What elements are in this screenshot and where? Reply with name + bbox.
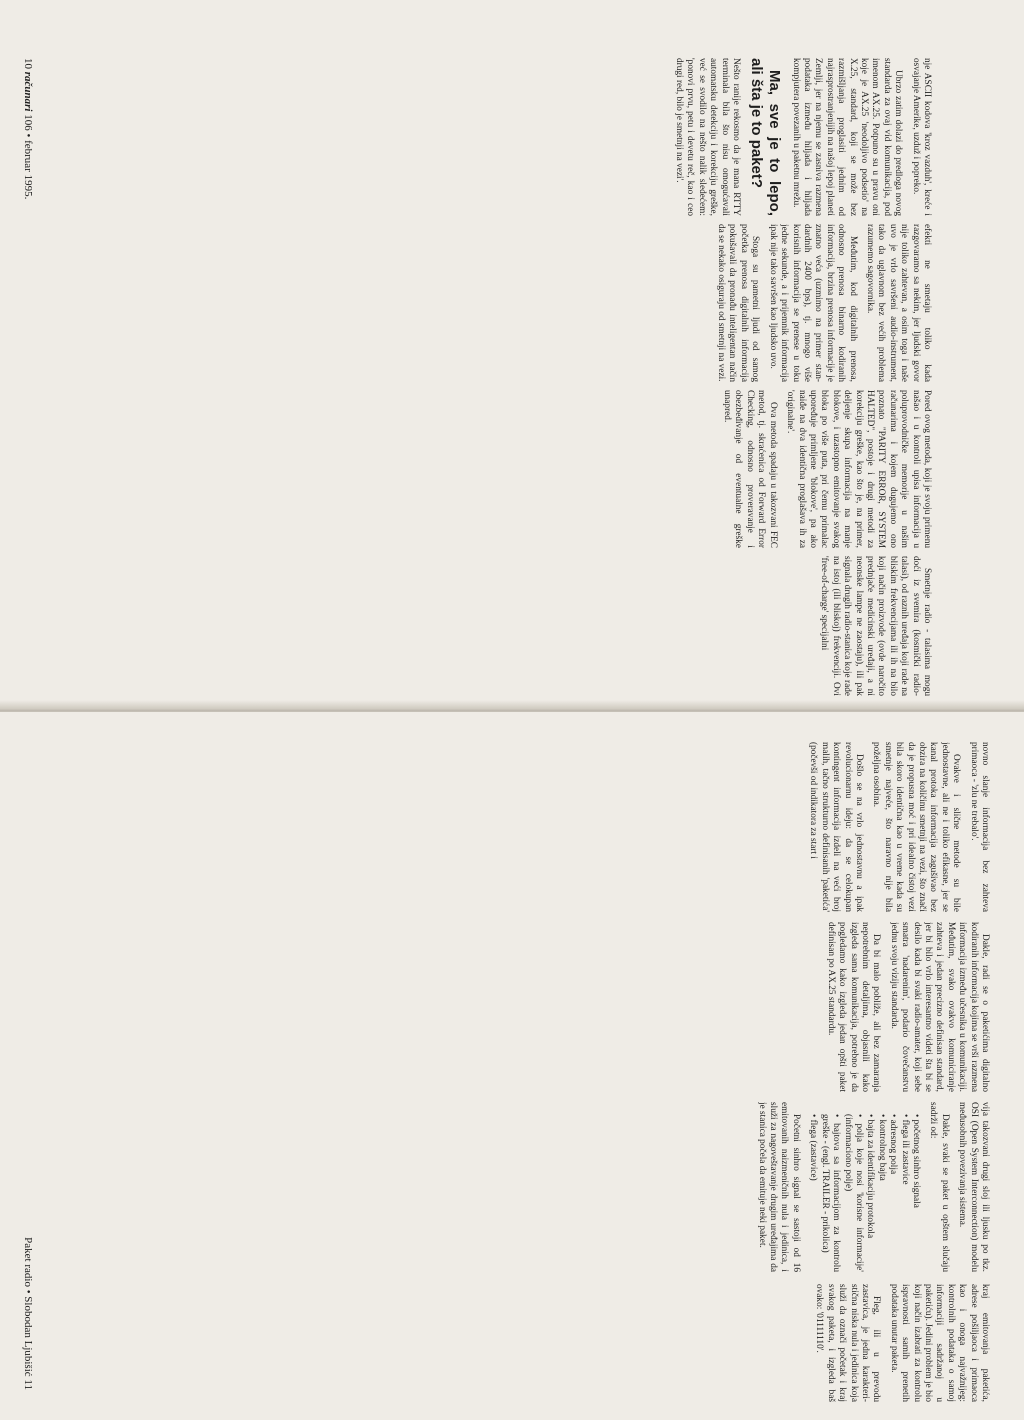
list-item: • flega ili zastavice <box>898 1114 909 1272</box>
magazine-name: računari <box>22 71 34 112</box>
paragraph: Ovakve i slične metode su bile jednostavne, ali ne i toliko efikasne, jer se kanal protoka informacija zagušivao bez obzira na količinu smetnji na vezi, što znači da je propusna moć i pri idealno čistoj vezi bila skoro identična kao u vreme kada su smetnje najveće, što naravno nije bila poželjna osobina. <box>871 742 962 912</box>
right-column-4 <box>50 1284 990 1402</box>
page-number: 10 <box>22 58 34 69</box>
paragraph: Dakle, radi se o paketićima digitalno kodiranih informacija kojima se vrši razmena informacija između učesnika u komunikaciji. Međutim, svako ovakvo komuniciranje zahteva i jedan precizno definisan standard, jer bi bilo vrlo interesantno videti šta bi se desilo kada bi svaki radio-amater, koji sebe smatra 'nadarenim', podario čovečanstvu jednu svoju viziju standarda. <box>888 922 990 1092</box>
left-column-3 <box>72 390 932 548</box>
right-column-1 <box>50 742 990 912</box>
paragraph: nje ASCII kodova 'kroz vazduh', kreće i osvajanje Amerike, uzduž i popreko. <box>910 58 932 216</box>
section-heading: Ma, sve je to lepo, ali šta je to paket? <box>748 58 784 216</box>
right-column-3 <box>50 1102 990 1272</box>
paragraph: Početni sinhro signal se sastoji od 16 emitovanih naizmeničnih nula i jedinica, i služi za nagoveštavanje drugim uređajima da je stanica počela da emituje neki paket. <box>756 1102 801 1272</box>
list-item: • adresnog polja <box>887 1114 898 1272</box>
left-folio <box>22 58 34 199</box>
list-item: • bajta za identifikaciju protokola <box>864 1114 875 1272</box>
left-column-1 <box>72 58 932 216</box>
paragraph: Dakle, svaki se paket u opštem slučaju sadrži od: <box>928 1102 950 1272</box>
left-page <box>0 0 1024 708</box>
paragraph: Da bi malo pobliže, ali bez zamaranja nepotrebnim detaljima, objasnili kako izgleda sama komunikacija, potrebno je da pogledamo kako izgleda jedan opšti paket definisan po AX.25 standardu. <box>825 922 882 1092</box>
paragraph: Fleg, ili u prevodu zastavica, je jedna karakteristična niska nula i jedinica koja služi da označi početak i kraj svakog paketa, i izgleda baš ovako: '01111110'. <box>814 1284 882 1402</box>
paragraph: kraj emitovanja paketića, adrese pošiljaoca i primaoca kao i onoga najvažnijeg: kontrolnih podataka o samoj informaciji sadržanoj u paketiću). Jedini problem je bio koji način izabrati za kontrolu ispravnosti samih prenetih podataka unutar paketa. <box>888 1284 990 1402</box>
issue-date: 106 • februar 1995. <box>22 114 34 200</box>
paragraph: Međutim, kod digitalnih prenosa, odnosno prenosa binarno kodiranih informacija, brzina prenosa informacije je znatno veća (uzmimo na primer standardnih 2400 bps), tj. mnogo više korisnih informacija se prenese u toku jedne sekunde, a i prijemnik informacija ipak nije tako savršen kao ljudsko uvo. <box>767 224 858 382</box>
list-item: • polja koje nosi 'korisne informacije' (informaciono polje) <box>841 1114 864 1272</box>
list-item: • bajtova sa informacijom za kontrolu greške - (engl. TRAILER - prikolica) <box>818 1114 841 1272</box>
paragraph: vija takozvani drugi sloj ili ljusku po tkz. OSI (Open System Interconnection) modelu međusobnih povezivanja sistema. <box>957 1102 990 1272</box>
paragraph: Smetnje radio - talasima mogu doći iz svemira (kosmički radio-talasi), od raznih uređaja koji rade na bliskim frekvencijama ili ih na bilo koji način proizvode (ovde naročito prednjače medicinski uređaji, a ni neonske lampe ne zaostaju), ili pak signala drugih radio-stanica koje rade na istoj (ili bliskoj) frekvenciji. Ovi 'free-of-charge' specijalni <box>819 556 932 696</box>
paragraph: Došlo se na vrlo jednostavnu a ipak revolucionarnu ideju: da se celokupan kontingent informacija izdeli na veći broj malih, tačno strukturno definisanih 'paketića' (počevši od indikatora za start i <box>808 742 864 912</box>
left-column-4 <box>72 556 932 696</box>
paragraph: Stoga su pametni ljudi od samog početka prenosa digitalnih informacija pokušavali da pronađu inteligentan način da se nekako osiguraju od smetnji na vezi. <box>716 224 761 382</box>
right-column-2 <box>50 922 990 1092</box>
right-folio: Paket radio • Slobodan Ljubišić 11 <box>22 1237 34 1390</box>
paragraph: novno slanje informacija bez zahteva primaoca - 'zlu ne trebalo'. <box>968 742 990 912</box>
right-page <box>0 712 1024 1420</box>
list-item: • početnog sinhro signala <box>910 1114 921 1272</box>
left-column-2 <box>72 224 932 382</box>
paragraph: Pored ovog metoda, koji je svoju primenu našao i u kontroli upisa informacija u poluprovodničke memorije u našim računarima i kojem dugujemo ono poznato "PARITY ERROR, SYSTEM HALTED", postoje i drugi metodi za korekciju greške, kao što je, na primer, deljenje skupa informacija na manje blokove, i uzastopno emitovanje svakog bloka po više puta, pri čemu primalac upoređuje primljene 'blokove', pa ako naiđe na dva identična proglašava ih za 'originalne'. <box>785 390 932 548</box>
packet-field-list <box>807 1102 921 1272</box>
list-item: • kontrolnog bajta <box>875 1114 886 1272</box>
list-item: • flega (zastavice) <box>807 1114 818 1272</box>
paragraph: Ova metoda spadaju u takozvani FEC metod, tj. skraćenica od Forward Error Checking, odnosno proveravanje i obezbeđivanje od eventualne greške unapred. <box>722 390 778 548</box>
paragraph: efekti ne smetaju toliko kada razgovaramo sa nekim, jer ljudski govor nije toliko zahtevan, a osim toga i naše uvo je vrlo savršeni audio-instrument, tako da uglavnom bez većih problema razumemo sagovornika. <box>864 224 932 382</box>
paragraph: Nešto ranije rekosmo da je mana RTTY terminala bila što nisu omogućavali automatsku detekciju i korekciju greške, već se svodilo na nešto nalik sledećem: 'ponovi prvu, petu i devetu reč, kao i ceo drugi red, bilo je smetnji na vezi'. <box>674 58 742 216</box>
paragraph: Ubrzo zatim dolazi do predloga novog standarda za ovaj vid komunikacija, pod imenom AX.25. Potpuno su u pravu oni koje je AX.25 'neodoljivo podsetio' na X.25, standard, koji se može bez razmišljanja proglasiti jednim od najrasprostranjenijih na našoj lepoj planeti Zemlji, jer na njemu se zasniva razmena podataka između hiljada i hiljada kompjutera povezanih u paketnu mrežu. <box>790 58 904 216</box>
